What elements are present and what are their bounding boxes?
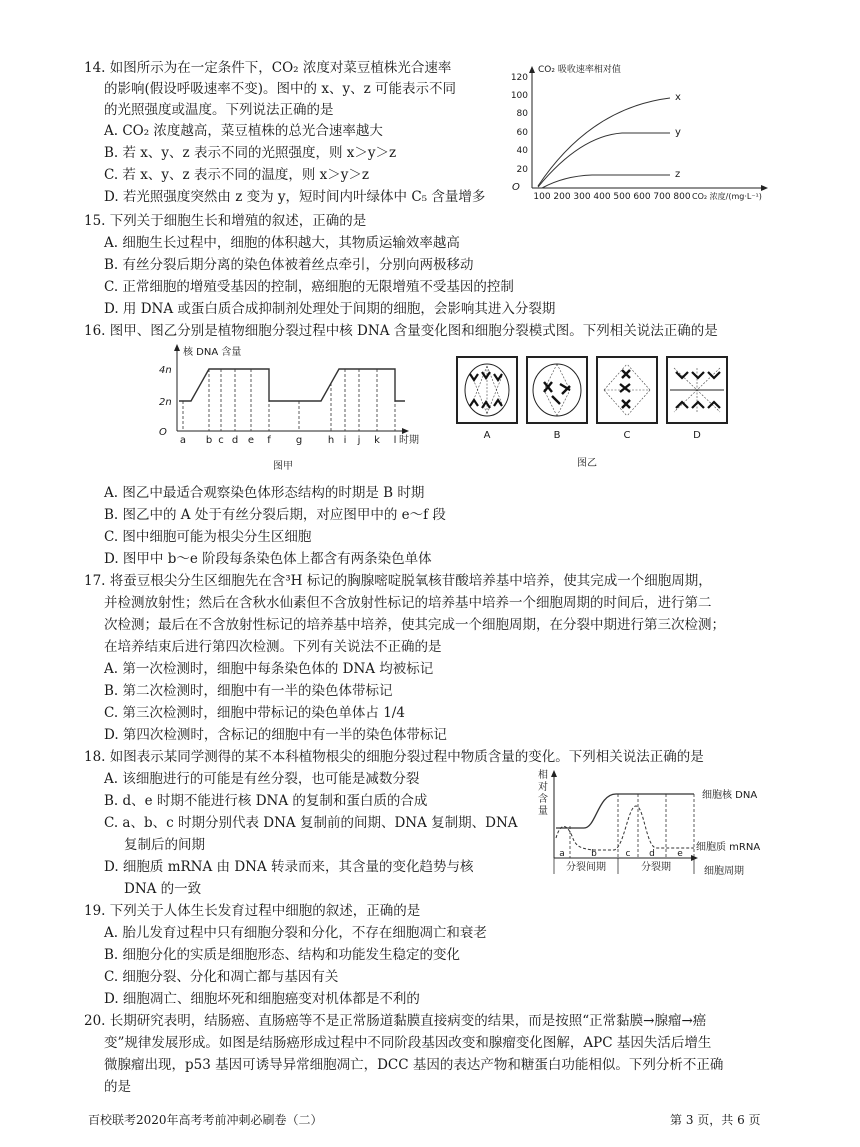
q16-xpoints [180,435,396,446]
cell-c-diagram [597,357,657,423]
q17-option-b: B. 第二次检测时，细胞中有一半的染色体带标记 [104,683,393,699]
q14-origin: O [512,182,520,193]
q19-option-b: B. 细胞分化的实质是细胞形态、结构和功能发生稳定的变化 [104,947,461,963]
q14-xticks [533,192,690,202]
q14-curve-z [542,175,670,188]
q16-xpoint: a [179,435,187,446]
q14-ytick: 120 [510,73,528,83]
q18-option-b: B. d、e 时期不能进行核 DNA 的复制和蛋白质的合成 [104,793,428,809]
q17-option-a: A. 第一次检测时，细胞中每条染色体的 DNA 均被标记 [104,661,434,677]
q17-option-d: D. 第四次检测时，含标记的细胞中有一半的染色体带标记 [104,727,447,743]
q14-ytick: 60 [516,128,528,138]
cell-label: B [553,430,561,441]
q18-option-d-cont: DNA 的一致 [124,881,202,897]
q14-line: 的光照强度或温度。下列说法正确的是 [104,102,334,118]
q19-option-a: A. 胎儿发育过程中只有细胞分裂和分化，不存在细胞凋亡和衰老 [104,925,487,941]
q15-option-a: A. 细胞生长过程中，细胞的体积越大，其物质运输效率越高 [104,235,460,251]
q14-xtick: 500 [613,192,631,202]
q18-mphase-label: 分裂期 [641,862,671,873]
q14-xtick: 400 [593,192,611,202]
q16-origin: O [159,427,167,438]
q16-dna-curve [179,369,405,401]
q17-line: 并检测放射性；然后在含秋水仙素但不含放射性标记的培养基中培养一个细胞周期的时间后，进行第二 [104,595,712,611]
q14-co2-chart [500,58,770,208]
q15-option-d: D. 用 DNA 或蛋白质合成抑制剂处理处于间期的细胞，会影响其进入分裂期 [104,301,556,317]
footer-exam-title: 百校联考2020年高考考前冲刺必刷卷（二） [88,1113,323,1127]
q16-option-c: C. 图中细胞可能为根尖分生区细胞 [104,529,312,545]
q14-option-c: C. 若 x、y、z 表示不同的温度，则 x＞y＞z [104,167,370,183]
q16-xlabel: 时期 [399,435,419,446]
q18-ylabel-char: 量 [538,806,548,817]
cell-b-diagram [527,357,587,423]
q16-xpoint: l [393,435,397,446]
q14-option-b: B. 若 x、y、z 表示不同的光照强度，则 x＞y＞z [104,145,397,161]
q14-xtick: 100 [533,192,551,202]
q15-stem: 15. 下列关于细胞生长和增殖的叙述，正确的是 [84,213,367,229]
q18-option-d: D. 细胞质 mRNA 由 DNA 转录而来，其含量的变化趋势与核 [104,859,474,875]
q19-stem: 19. 下列关于人体生长发育过程中细胞的叙述，正确的是 [84,903,421,919]
q16-xpoint: g [295,435,303,446]
q18-option-a: A. 该细胞进行的可能是有丝分裂，也可能是减数分裂 [104,771,420,787]
q18-xlabel: 细胞周期 [704,866,744,877]
q16-xpoint: b [205,435,213,446]
q16-dna-chart [155,343,425,473]
q18-stem: 18. 如图表示某同学测得的某不本科植物根尖的细胞分裂过程中物质含量的变化。下列相关说法正确的是 [84,749,704,765]
q17-line: 17. 将蚕豆根尖分生区细胞先在含³H 标记的胸腺嘧啶脱氧核苷酸培养基中培养，使其完成一个细胞周期， [84,573,712,589]
q16-ytick-4n: 4n [159,365,172,376]
q16-xpoint: c [218,435,224,446]
q16-xpoint: f [267,435,271,446]
q15-option-b: B. 有丝分裂后期分离的染色体被着丝点牵引，分别向两极移动 [104,257,474,273]
q14-xtick: 700 [653,192,671,202]
cell-labels [484,430,702,441]
q14-xtick: 800 [673,192,691,202]
q17-option-c: C. 第三次检测时，细胞中带标记的染色单体占 1/4 [104,705,405,721]
q17-line: 次检测；最后在不含放射性标记的培养基中培养，使其完成一个细胞周期，在分裂中期进行第三次检测； [104,617,725,633]
q20-line: 微腺瘤出现，p53 基因可诱导异常细胞凋亡，DCC 基因的表达产物和糖蛋白功能相似。下列分析不正确 [104,1057,724,1073]
q14-ytick: 80 [516,109,528,119]
cell-d-diagram [667,357,727,423]
cell-a-diagram [457,357,517,423]
q18-option-c-cont: 复制后的间期 [124,837,205,853]
q18-dna-curve [556,794,694,828]
q16-ytick-2n: 2n [159,397,172,408]
q18-dna-label: 细胞核 DNA [702,790,758,801]
cell-label: D [693,430,701,441]
q18-ylabel-char: 含 [538,794,548,805]
q16-xpoint: i [343,435,347,446]
q16-caption-a: 图甲 [273,461,293,472]
q18-interphase-label: 分裂间期 [566,862,606,873]
q14-label-y: y [675,127,681,138]
q18-mrna-label: 细胞质 mRNA [696,842,761,853]
q16-xpoint: k [374,435,380,446]
cell-label: C [623,430,631,441]
q19-option-c: C. 细胞分裂、分化和凋亡都与基因有关 [104,969,339,985]
q16-xpoint: h [327,435,335,446]
q18-segment: b [591,849,597,859]
cell-label: A [483,430,491,441]
q14-xtick: 200 [553,192,571,202]
q14-xtick: 300 [573,192,591,202]
q14-xtick: 600 [633,192,651,202]
q18-cell-cycle-chart [534,766,784,878]
q16-xpoint: e [247,435,255,446]
q18-ylabel-char: 相 [538,770,548,781]
q18-segment: d [649,849,655,859]
q14-ylabel: CO₂ 吸收速率相对值 [538,65,621,75]
q19-option-d: D. 细胞凋亡、细胞坏死和细胞癌变对机体都是不利的 [104,991,420,1007]
q14-ytick: 20 [516,165,528,175]
q18-segment: c [625,849,631,859]
q15-option-c: C. 正常细胞的增殖受基因的控制，癌细胞的无限增殖不受基因的控制 [104,279,514,295]
q16-dashed-guides [183,369,395,431]
q18-ylabel-char: 对 [538,782,548,793]
q20-line: 变”规律发展形成。如图是结肠癌形成过程中不同阶段基因改变和腺瘤变化图解，APC 基因失活后增生 [104,1035,712,1051]
q18-segment: e [677,849,683,859]
q14-line: 14. 如图所示为在一定条件下，CO₂ 浓度对菜豆植株光合速率 [84,60,452,76]
q16-option-b: B. 图乙中的 A 处于有丝分裂后期，对应图甲中的 e～f 段 [104,507,446,523]
q16-caption-b: 图乙 [577,458,597,469]
q16-stem: 16. 图甲、图乙分别是植物细胞分裂过程中核 DNA 含量变化图和细胞分裂模式图。下列相关说法正确的是 [84,323,718,339]
q14-option-d: D. 若光照强度突然由 z 变为 y，短时间内叶绿体中 C₅ 含量增多 [104,189,486,205]
q14-yticks [511,73,528,175]
q16-xpoint: j [357,435,361,446]
q16-cell-diagrams [452,354,732,472]
q14-curve-x [538,98,670,186]
q20-line: 20. 长期研究表明，结肠癌、直肠癌等不是正常肠道黏膜直接病变的结果，而是按照“正常黏膜→腺瘤→癌 [84,1013,707,1029]
q18-option-c: C. a、b、c 时期分别代表 DNA 复制前的间期、DNA 复制期、DNA [104,815,518,831]
q18-ylabel [538,768,548,817]
q16-option-d: D. 图甲中 b～e 阶段每条染色体上都含有两条染色单体 [104,551,432,567]
q16-xpoint: d [231,435,239,446]
q16-ylabel: 核 DNA 含量 [183,347,242,358]
q14-ytick: 40 [516,146,528,156]
q17-line: 在培养结束后进行第四次检测。下列有关说法不正确的是 [104,639,442,655]
q18-segment: a [559,849,565,859]
q14-label-z: z [675,169,681,180]
q14-ytick: 100 [510,91,528,101]
q20-line: 的是 [104,1079,131,1095]
q14-option-a: A. CO₂ 浓度越高，菜豆植株的总光合速率越大 [104,123,383,139]
q14-label-x: x [675,92,681,103]
q14-line: 的影响(假设呼吸速率不变)。图中的 x、y、z 可能表示不同 [104,81,456,97]
footer-page-number: 第 3 页，共 6 页 [670,1113,761,1127]
q16-option-a: A. 图乙中最适合观察染色体形态结构的时期是 B 时期 [104,485,425,501]
q14-xlabel: CO₂ 浓度/(mg·L⁻¹) [692,192,762,201]
